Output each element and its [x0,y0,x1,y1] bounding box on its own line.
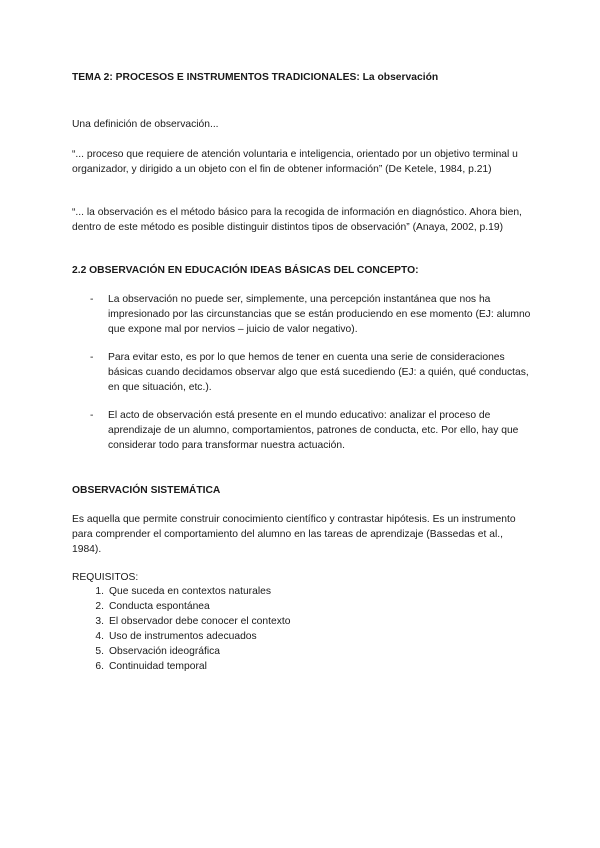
bullet-text: El acto de observación está presente en el mundo educativo: analizar el proceso de aprendizaje de un alumno, comportamientos, patrones de conducta, etc. Por ello, hay que considerar todo para transformar nuestra actuación. [108,410,519,451]
list-number: 4. [95,631,104,642]
list-text: Que suceda en contextos naturales [109,586,271,597]
list-number: 1. [95,586,104,597]
bullet-text: La observación no puede ser, simplemente, una percepción instantánea que nos ha impresionado por las circunstancias que se están produciendo en ese momento (EJ: alumno que expone mal por nervios – juicio de valor negativo). [108,294,531,335]
requisitos-label: REQUISITOS: [72,572,139,583]
list-text: Continuidad temporal [109,661,207,672]
list-text: El observador debe conocer el contexto [109,616,291,627]
quote-de-ketele: “... proceso que requiere de atención voluntaria e inteligencia, orientado por un objetivo terminal u organizador, y dirigido a un objeto con el fin de obtener información” (De Ketele, 1984, p.21) [72,149,518,175]
list-text: Conducta espontánea [109,601,210,612]
quote-anaya: “... la observación es el método básico para la recogida de información en diagnóstico. Ahora bien, dentro de este método es posible distinguir distintos tipos de observación” (Anaya, 2002, p.19) [72,207,522,233]
section-heading-concept: 2.2 OBSERVACIÓN EN EDUCACIÓN IDEAS BÁSICAS DEL CONCEPTO: [72,265,419,276]
systematic-paragraph: Es aquella que permite construir conocimiento científico y contrastar hipótesis. Es un instrumento para comprender el comportamiento del alumno en las tareas de aprendizaje (Bassedas et al., 1984). [72,514,516,555]
page-title: TEMA 2: PROCESOS E INSTRUMENTOS TRADICIONALES: La observación [72,72,439,83]
bullet-dash: - [90,294,94,305]
section-heading-systematic: OBSERVACIÓN SISTEMÁTICA [72,485,221,496]
list-number: 3. [95,616,104,627]
bullet-dash: - [90,352,94,363]
bullet-dash: - [90,410,94,421]
list-number: 5. [95,646,104,657]
list-number: 2. [95,601,104,612]
bullet-text: Para evitar esto, es por lo que hemos de tener en cuenta una serie de consideraciones básicas cuando decidamos observar algo que está sucediendo (EJ: a quién, qué conductas, en que situación, etc.). [108,352,529,393]
list-text: Uso de instrumentos adecuados [109,631,257,642]
list-text: Observación ideográfica [109,646,221,657]
definition-intro: Una definición de observación... [72,119,219,130]
list-number: 6. [95,661,104,672]
